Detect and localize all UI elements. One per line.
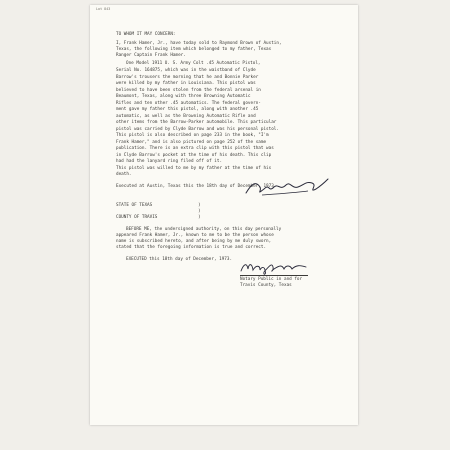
body-line: pistol was carried by Clyde Barrow and was his personal pistol. <box>116 126 279 132</box>
notary-title-line: Travis County, Texas <box>240 283 292 288</box>
body-line: Serial No. 164875, which was in the waistband of Clyde <box>116 68 256 73</box>
state-bracket: ) <box>198 209 201 214</box>
county-bracket: ) <box>198 215 201 220</box>
body-line: This pistol was willed to me by my father at the time of his <box>116 165 272 171</box>
body-line: Texas, the following item which belonged to my father, Texas <box>116 47 272 52</box>
body-line: publication. There is an extra clip with this pistol that was <box>116 146 274 151</box>
body-line: One Model 1911 U. S. Army Colt .45 Automatic Pistol, <box>126 61 261 66</box>
body-line: Barrow's trousers the morning that he and Bonnie Parker <box>116 74 259 80</box>
salutation: TO WHOM IT MAY CONCERN: <box>116 32 176 37</box>
notary-body-line: name is subscribed hereto, and after being by me duly sworn, <box>116 239 272 244</box>
notary-body-line: appeared Frank Hamer, Jr., known to me to be the person whose <box>116 233 274 238</box>
body-line: automatic, as well as the Browning Automatic Rifle and <box>116 113 256 119</box>
notary-executed: EXECUTED this 18th day of December, 1973. <box>126 257 233 262</box>
notary-body-line: BEFORE ME, the undersigned authority, on this day personally <box>126 227 282 232</box>
executed-line: Executed at Austin, Texas this the 18th day of December, 1973. <box>116 184 277 189</box>
body-line: death. <box>116 172 132 177</box>
body-line: This pistol is also described on page 233 in the book, "I'm <box>116 133 269 138</box>
state-bracket: ) <box>198 203 201 208</box>
state-line: STATE OF TEXAS <box>116 203 153 208</box>
body-line: ment gave my father this pistol, along with another .45 <box>116 107 259 112</box>
notary-body-line: stated that the foregoing information is true and correct. <box>116 245 267 250</box>
document-page <box>90 5 358 425</box>
body-line: I, Frank Hamer, Jr., have today sold to Raymond Brown of Austin, <box>116 41 282 46</box>
lot-note: Lot 843 <box>96 7 111 11</box>
body-line: had had the lanyard ring filed off of it. <box>116 159 223 164</box>
body-line: Frank Hamer," and is also pictured on page 252 of the same <box>116 139 267 145</box>
notary-title-line: Notary Public in and for <box>240 277 303 282</box>
body-line: were killed by my father in Louisiana. This pistol was <box>116 81 256 86</box>
body-line: believed to have been stolen from the federal arsenal in <box>116 87 261 93</box>
body-line: other items from the Barrow-Parker automobile. This particular <box>116 120 277 125</box>
seller-signature <box>242 175 334 201</box>
body-line: Rifles and ten other .45 automatics. The federal govern- <box>116 100 261 106</box>
county-line: COUNTY OF TRAVIS <box>116 215 158 220</box>
body-line: Beaumont, Texas, along with three Browning Automatic <box>116 94 251 99</box>
body-line: in Clyde Barrow's pocket at the time of his death. This clip <box>116 152 272 158</box>
notary-signature-line <box>240 275 308 276</box>
body-line: Ranger Captain Frank Hamer. <box>116 53 186 58</box>
